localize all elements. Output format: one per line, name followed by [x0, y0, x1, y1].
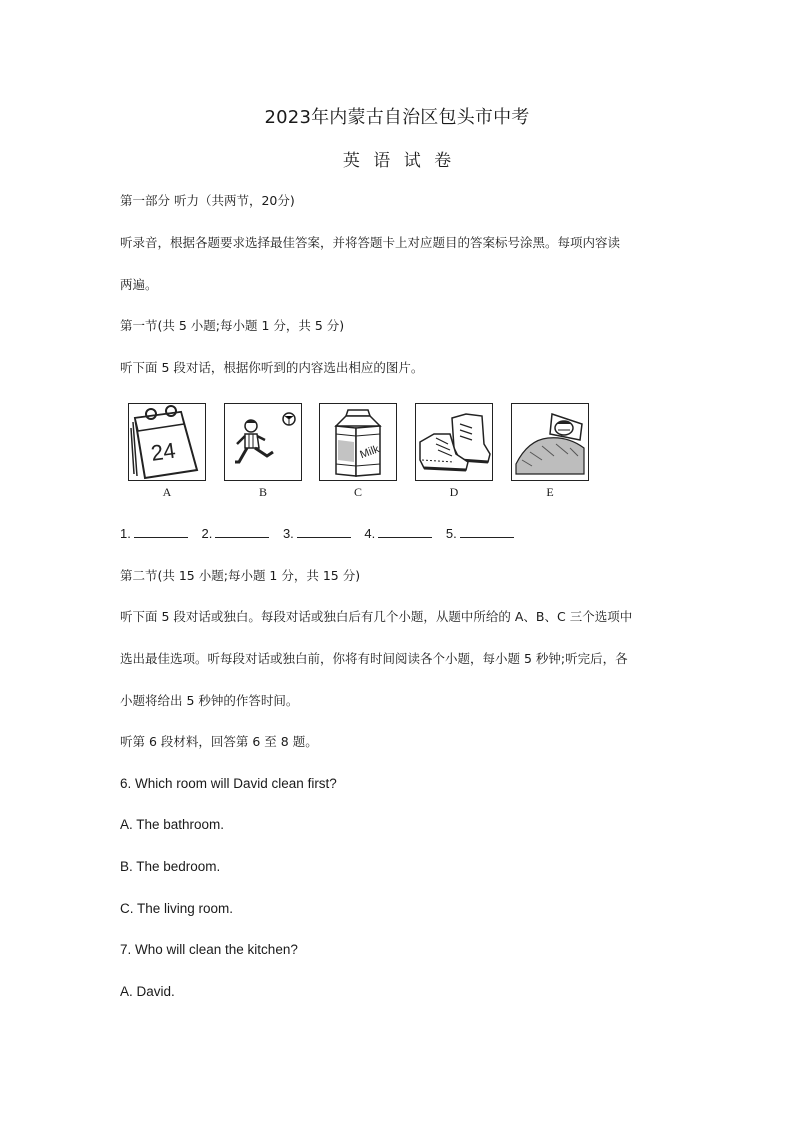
- q7-option-a[interactable]: A. David.: [120, 984, 175, 999]
- calendar-24-icon: [129, 404, 205, 480]
- section2-instruction-line2: 选出最佳选项。听每段对话或独白前，你将有时间阅读各个小题，每小题 5 秒钟;听完后，各: [120, 651, 628, 666]
- picture-d: [415, 403, 493, 499]
- picture-c-label: C: [353, 485, 362, 499]
- picture-d-label: D: [449, 485, 459, 499]
- page-title: 2023年内蒙古自治区包头市中考: [264, 107, 530, 128]
- picture-a-label: A: [162, 485, 172, 499]
- picture-e: [511, 403, 589, 499]
- section1-heading: 第一节(共 5 小题;每小题 1 分，共 5 分): [120, 318, 345, 333]
- section2-instruction-line1: 听下面 5 段对话或独白。每段对话或独白后有几个小题，从题中所给的 A、B、C 三个选项中: [120, 609, 633, 624]
- picture-e-label: E: [546, 485, 554, 499]
- q6-option-c[interactable]: C. The living room.: [120, 901, 234, 916]
- answer-blank-5[interactable]: [446, 525, 514, 541]
- milk-carton-icon: [320, 404, 396, 480]
- part1-instruction-line2: 两遍。: [120, 277, 158, 292]
- answer-blank-2[interactable]: [201, 525, 269, 541]
- picture-b: [224, 403, 302, 499]
- part1-heading: 第一部分 听力（共两节，20分): [120, 193, 295, 208]
- picture-c: [319, 403, 397, 499]
- question-6: 6. Which room will David clean first?: [120, 776, 337, 791]
- blank-number: 5.: [445, 526, 457, 541]
- q6-option-b[interactable]: B. The bedroom.: [120, 859, 221, 874]
- page-subtitle: 英 语 试 卷: [342, 151, 452, 171]
- section1-instruction: 听下面 5 段对话，根据你听到的内容选出相应的图片。: [120, 360, 424, 375]
- material-note: 听第 6 段材料，回答第 6 至 8 题。: [120, 734, 318, 749]
- part1-instruction-line1: 听录音，根据各题要求选择最佳答案，并将答题卡上对应题目的答案标号涂黑。每项内容读: [120, 235, 621, 250]
- answer-blank-4[interactable]: [364, 525, 432, 541]
- blank-number: 2.: [201, 526, 213, 541]
- answer-blank-1[interactable]: [120, 525, 188, 541]
- picture-options: [128, 403, 598, 503]
- answer-blanks: [120, 525, 524, 541]
- section2-instruction-line3: 小题将给出 5 秒钟的作答时间。: [120, 693, 299, 708]
- blank-number: 4.: [364, 526, 376, 541]
- boy-kicking-ball-icon: [225, 404, 301, 480]
- question-7: 7. Who will clean the kitchen?: [120, 942, 298, 957]
- calendar-date-text: 24: [149, 437, 178, 466]
- sick-in-bed-icon: [512, 404, 588, 480]
- blank-number: 1.: [120, 526, 131, 541]
- section2-heading: 第二节(共 15 小题;每小题 1 分，共 15 分): [120, 568, 361, 583]
- blank-number: 3.: [282, 526, 294, 541]
- picture-b-label: B: [258, 485, 267, 499]
- picture-a: [128, 403, 206, 499]
- answer-blank-3[interactable]: [283, 525, 351, 541]
- q6-option-a[interactable]: A. The bathroom.: [120, 817, 225, 832]
- milk-label-text: Milk: [358, 443, 381, 462]
- sneakers-icon: [416, 404, 492, 480]
